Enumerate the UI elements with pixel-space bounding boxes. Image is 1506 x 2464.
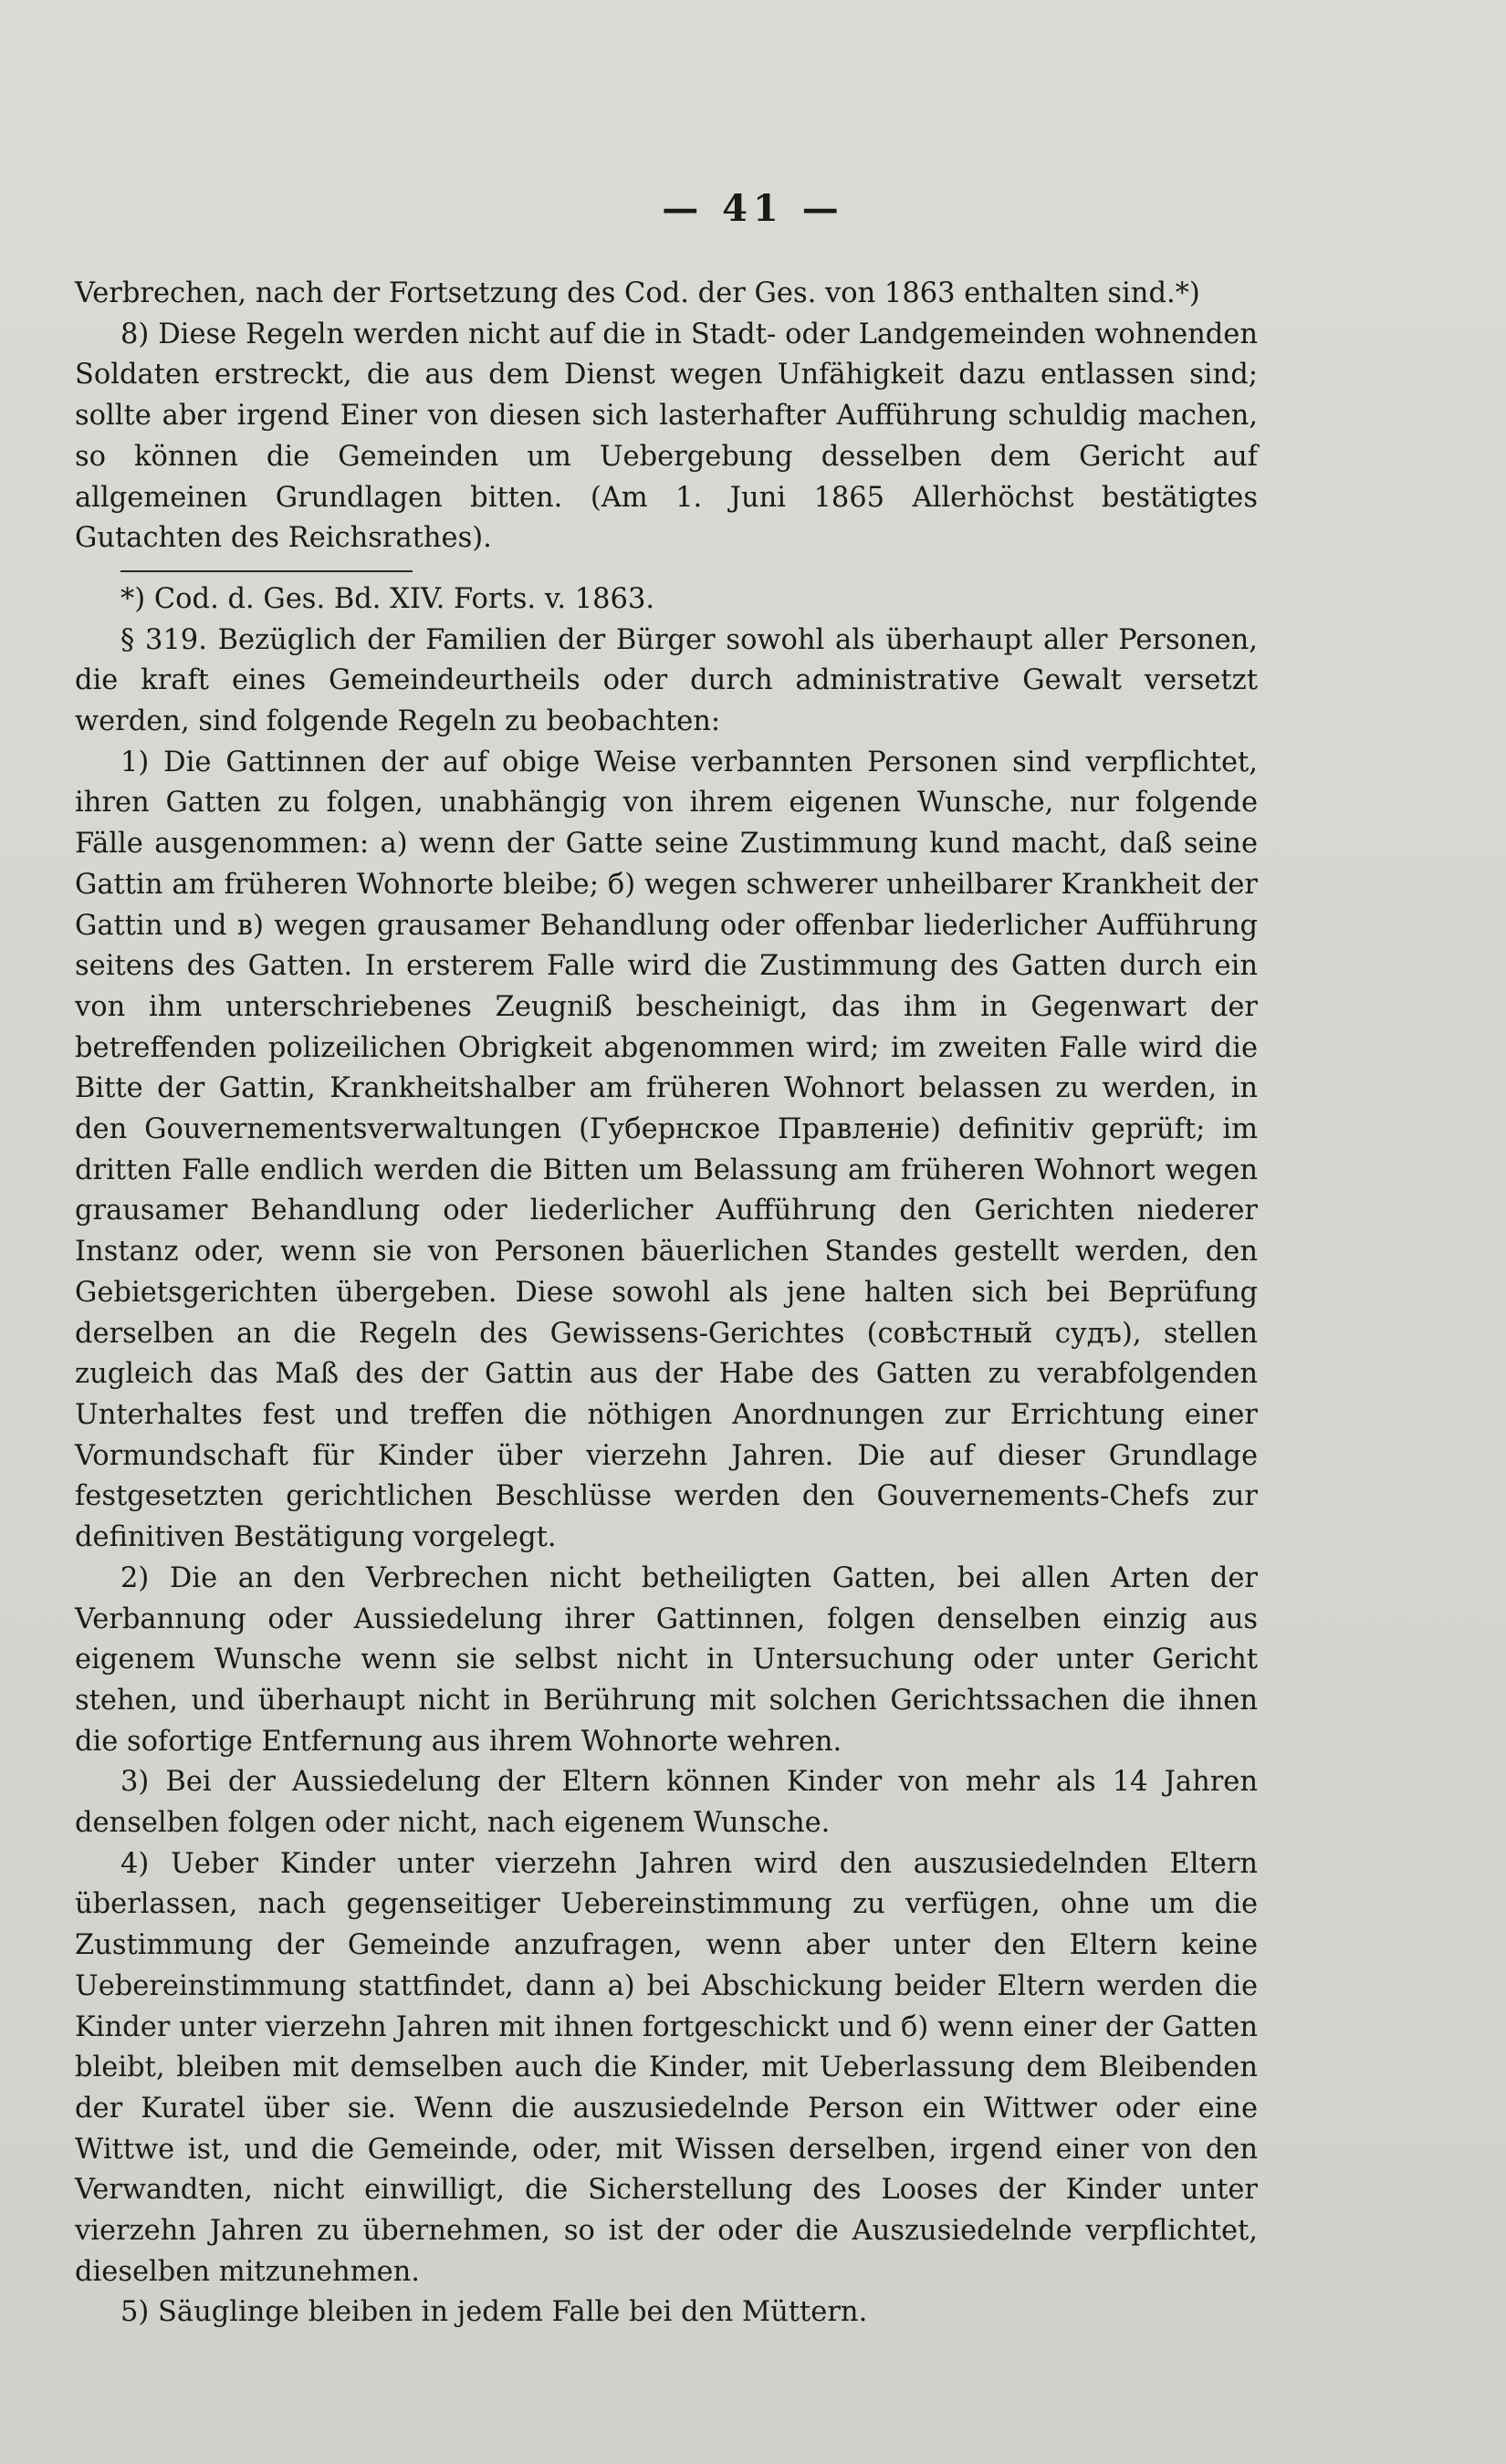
paragraph-continuation: Verbrechen, nach der Fortsetzung des Cod. der Ges. von 1863 enthalten sind.*) [75,277,1200,309]
paragraph-section-319: § 319. Bezüglich der Familien der Bürger sowohl als überhaupt aller Personen, die kraft eines Gemeindeurtheils oder durch administrative Gewalt versetzt werden, sind folgende Regeln zu beobachten: [75,623,1258,738]
paragraph-item-4: 4) Ueber Kinder unter vierzehn Jahren wird den auszusiedelnden Eltern überlassen, nach gegenseitiger Uebereinstimmung zu verfügen, ohne um die Zustimmung der Gemeinde anzufragen, wenn aber unter den Eltern keine Uebereinstimmung stattfindet, dann a) bei Abschickung beider Eltern werden die Kinder unter vierzehn Jahren mit ihnen fortgeschickt und б) wenn einer der Gatten bleibt, bleiben mit demselben auch die Kinder, mit Ueberlassung dem Bleibenden der Kuratel über sie. Wenn die auszusiedelnde Person ein Wittwer oder eine Wittwe ist, und die Gemeinde, oder, mit Wissen derselben, irgend einer von den Verwandten, nicht einwilligt, die Sicherstellung des Looses der Kinder unter vierzehn Jahren zu übernehmen, so ist der oder die Auszusiedelnde verpflichtet, dieselben mitzunehmen. [75,1847,1258,2288]
paragraph-item-1: 1) Die Gattinnen der auf obige Weise verbannten Personen sind verpflichtet, ihren Gatten zu folgen, unabhängig von ihrem eigenen Wunsche, nur folgende Fälle ausgenommen: a) wenn der Gatte seine Zustimmung kund macht, daß seine Gattin am früheren Wohnorte bleibe; б) wegen schwerer unheilbarer Krankheit der Gattin und в) wegen grausamer Behandlung oder offenbar liederlicher Aufführung seitens des Gatten. In ersterem Falle wird die Zustimmung des Gatten durch ein von ihm unterschriebenes Zeugniß bescheinigt, das ihm in Gegenwart der betreffenden polizeilichen Obrigkeit abgenommen wird; im zweiten Falle wird die Bitte der Gattin, Krankheitshalber am früheren Wohnort belassen zu werden, in den Gouvernementsverwaltungen (Губернское Правленіе) definitiv geprüft; im dritten Falle endlich werden die Bitten um Belassung am früheren Wohnort wegen grausamer Behandlung oder liederlicher Aufführung den Gerichten niederer Instanz oder, wenn sie von Personen bäuerlichen Standes gestellt werden, den Gebietsgerichten übergeben. Diese sowohl als jene halten sich bei Beprüfung derselben an die Regeln des Gewissens-Gerichtes (совѣстный судъ), stellen zugleich das Maß des der Gattin aus der Habe des Gatten zu verabfolgenden Unterhaltes fest und treffen die nöthigen Anordnungen zur Errichtung einer Vormundschaft für Kinder über vierzehn Jahren. Die auf dieser Grundlage festgesetzten gerichtlichen Beschlüsse werden den Gouvernements-Chefs zur definitiven Bestätigung vorgelegt. [75,746,1258,1554]
footnote: *) Cod. d. Ges. Bd. XIV. Forts. v. 1863. [120,582,655,615]
paragraph-item-5: 5) Säuglinge bleiben in jedem Falle bei den Müttern. [120,2296,868,2329]
page-number-header: — 41 — [662,187,844,230]
page-body-text [75,274,1258,2333]
paragraph-item-2: 2) Die an den Verbrechen nicht betheiligten Gatten, bei allen Arten der Verbannung oder Aussiedelung ihrer Gattinnen, folgen denselben einzig aus eigenem Wunsche wenn sie selbst nicht in Untersuchung oder unter Gericht stehen, und überhaupt nicht in Berührung mit solchen Gerichtssachen die ihnen die sofortige Entfernung aus ihrem Wohnorte wehren. [75,1561,1258,1758]
paragraph-item-3: 3) Bei der Aussiedelung der Eltern können Kinder von mehr als 14 Jahren denselben folgen oder nicht, nach eigenem Wunsche. [75,1766,1258,1840]
paragraph-item-8: 8) Diese Regeln werden nicht auf die in Stadt- oder Landgemeinden wohnenden Soldaten erstreckt, die aus dem Dienst wegen Unfähigkeit dazu entlassen sind; sollte aber irgend Einer von diesen sich lasterhafter Aufführung schuldig machen, so können die Gemeinden um Uebergebung desselben dem Gericht auf allgemeinen Grundlagen bitten. (Am 1. Juni 1865 Allerhöchst bestätigtes Gutachten des Reichsrathes). [75,318,1258,555]
footnote-divider [120,570,413,572]
